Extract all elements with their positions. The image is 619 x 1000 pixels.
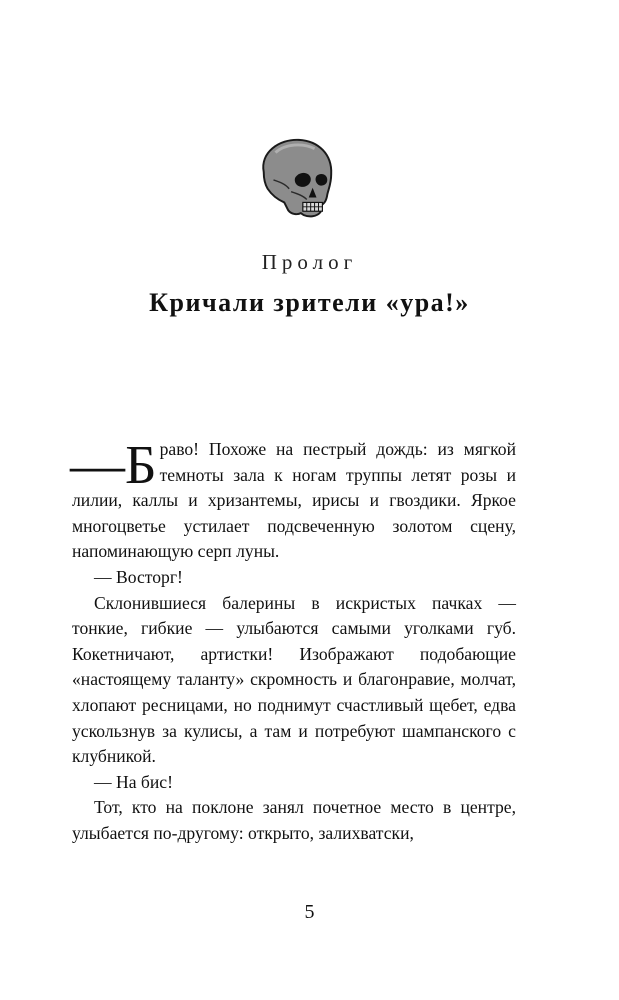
chapter-title: Кричали зрители «ура!» (149, 288, 470, 317)
paragraph: — Восторг! (94, 566, 183, 587)
skull-icon (252, 133, 340, 221)
paragraph (70, 434, 516, 565)
body-text (70, 434, 516, 847)
paragraph: Тот, кто на поклоне занял почетное место в центре, улыбается по-другому: открыто, залихватски, (72, 797, 516, 843)
paragraph-text: раво! Похоже на пестрый дождь: из мягкой темноты зала к ногам труппы летят розы и лилии, каллы и хризантемы, ирисы и гвоздики. Яркое многоцветье устилает подсвеченную золотом сцену, напоминающую серп луны. (72, 439, 516, 562)
chapter-label: Пролог (261, 250, 358, 274)
paragraph: Склонившиеся балерины в искристых пачках — тонкие, гибкие — улыбаются самыми уголками губ. Кокетничают, артистки! Изображают подобающие «настоящему таланту» скромность и благонравие, молчат, хлопают ресницами, но поднимут счастливый щебет, едва ускользнув за кулисы, а там и потребуют шампанского с клубникой. (72, 592, 516, 767)
page-number: 5 (304, 901, 315, 923)
drop-cap: —Б (70, 434, 157, 495)
paragraph: — На бис! (94, 771, 173, 792)
